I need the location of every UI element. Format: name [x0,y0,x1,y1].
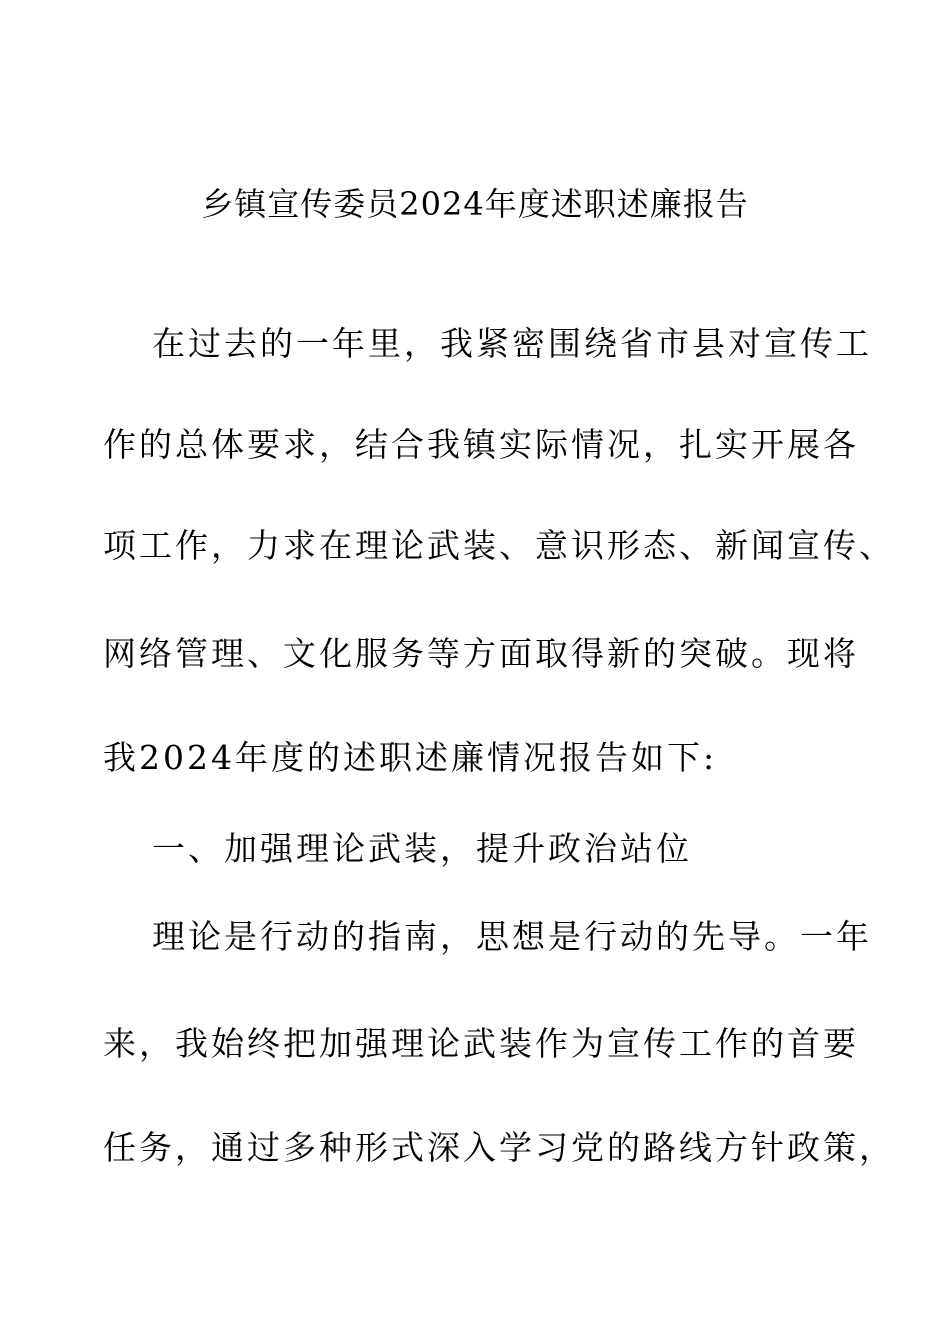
section-heading: 一、加强理论武装，提升政治站位 [152,829,692,868]
paragraph-line: 作的总体要求，结合我镇实际情况，扎实开展各 [103,425,859,464]
paragraph-line: 理论是行动的指南，思想是行动的先导。一年 [152,917,872,956]
paragraph-line: 我2024年度的述职述廉情况报告如下: [103,738,718,777]
paragraph-line: 来，我始终把加强理论武装作为宣传工作的首要 [103,1024,859,1063]
paragraph-line: 项工作，力求在理论武装、意识形态、新闻宣传、 [103,526,895,565]
paragraph-line: 在过去的一年里，我紧密围绕省市县对宣传工 [152,324,872,363]
paragraph-line: 网络管理、文化服务等方面取得新的突破。现将 [103,634,859,673]
paragraph-line: 任务，通过多种形式深入学习党的路线方针政策， [103,1128,895,1167]
document-title: 乡镇宣传委员2024年度述职述廉报告 [201,185,749,223]
